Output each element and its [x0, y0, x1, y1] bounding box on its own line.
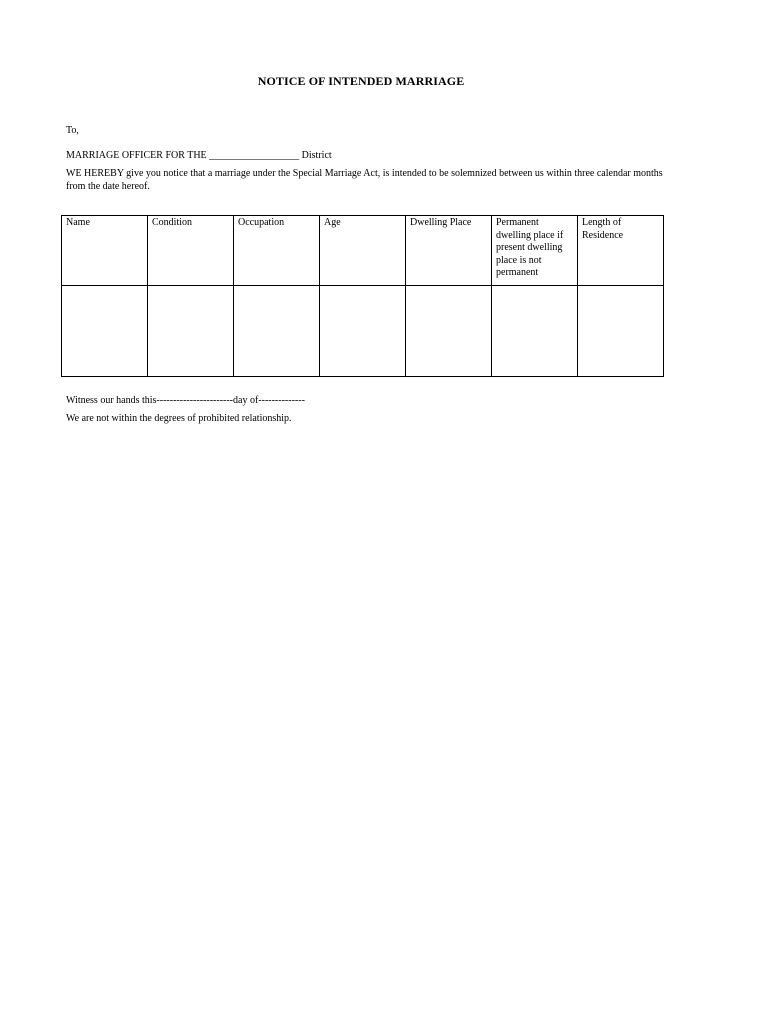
header-age: Age — [320, 216, 406, 286]
cell-dwelling-place — [406, 286, 492, 377]
header-dwelling-place: Dwelling Place — [406, 216, 492, 286]
cell-name — [62, 286, 148, 377]
header-condition: Condition — [148, 216, 234, 286]
relationship-statement: We are not within the degrees of prohibited relationship. — [66, 413, 292, 424]
addressee-line: To, — [66, 125, 79, 136]
header-occupation: Occupation — [234, 216, 320, 286]
notice-statement: WE HEREBY give you notice that a marriage under the Special Marriage Act, is intended to be solemnized between us within three calendar months from the date hereof. — [66, 168, 663, 192]
document-title: NOTICE OF INTENDED MARRIAGE — [257, 74, 465, 88]
cell-occupation — [234, 286, 320, 377]
party-details-table — [61, 215, 664, 377]
header-permanent-dwelling-place: Permanent dwelling place if present dwelling place is not permanent — [492, 216, 578, 286]
cell-length-of-residence — [578, 286, 664, 377]
cell-age — [320, 286, 406, 377]
marriage-officer-line: MARRIAGE OFFICER FOR THE __________________ District — [66, 150, 332, 161]
cell-permanent-dwelling-place — [492, 286, 578, 377]
table-header-row — [62, 216, 664, 286]
witness-line: Witness our hands this-----------------------day of-------------- — [66, 395, 305, 406]
header-name: Name — [62, 216, 148, 286]
table-row — [62, 286, 664, 377]
cell-condition — [148, 286, 234, 377]
header-length-of-residence: Length of Residence — [578, 216, 664, 286]
